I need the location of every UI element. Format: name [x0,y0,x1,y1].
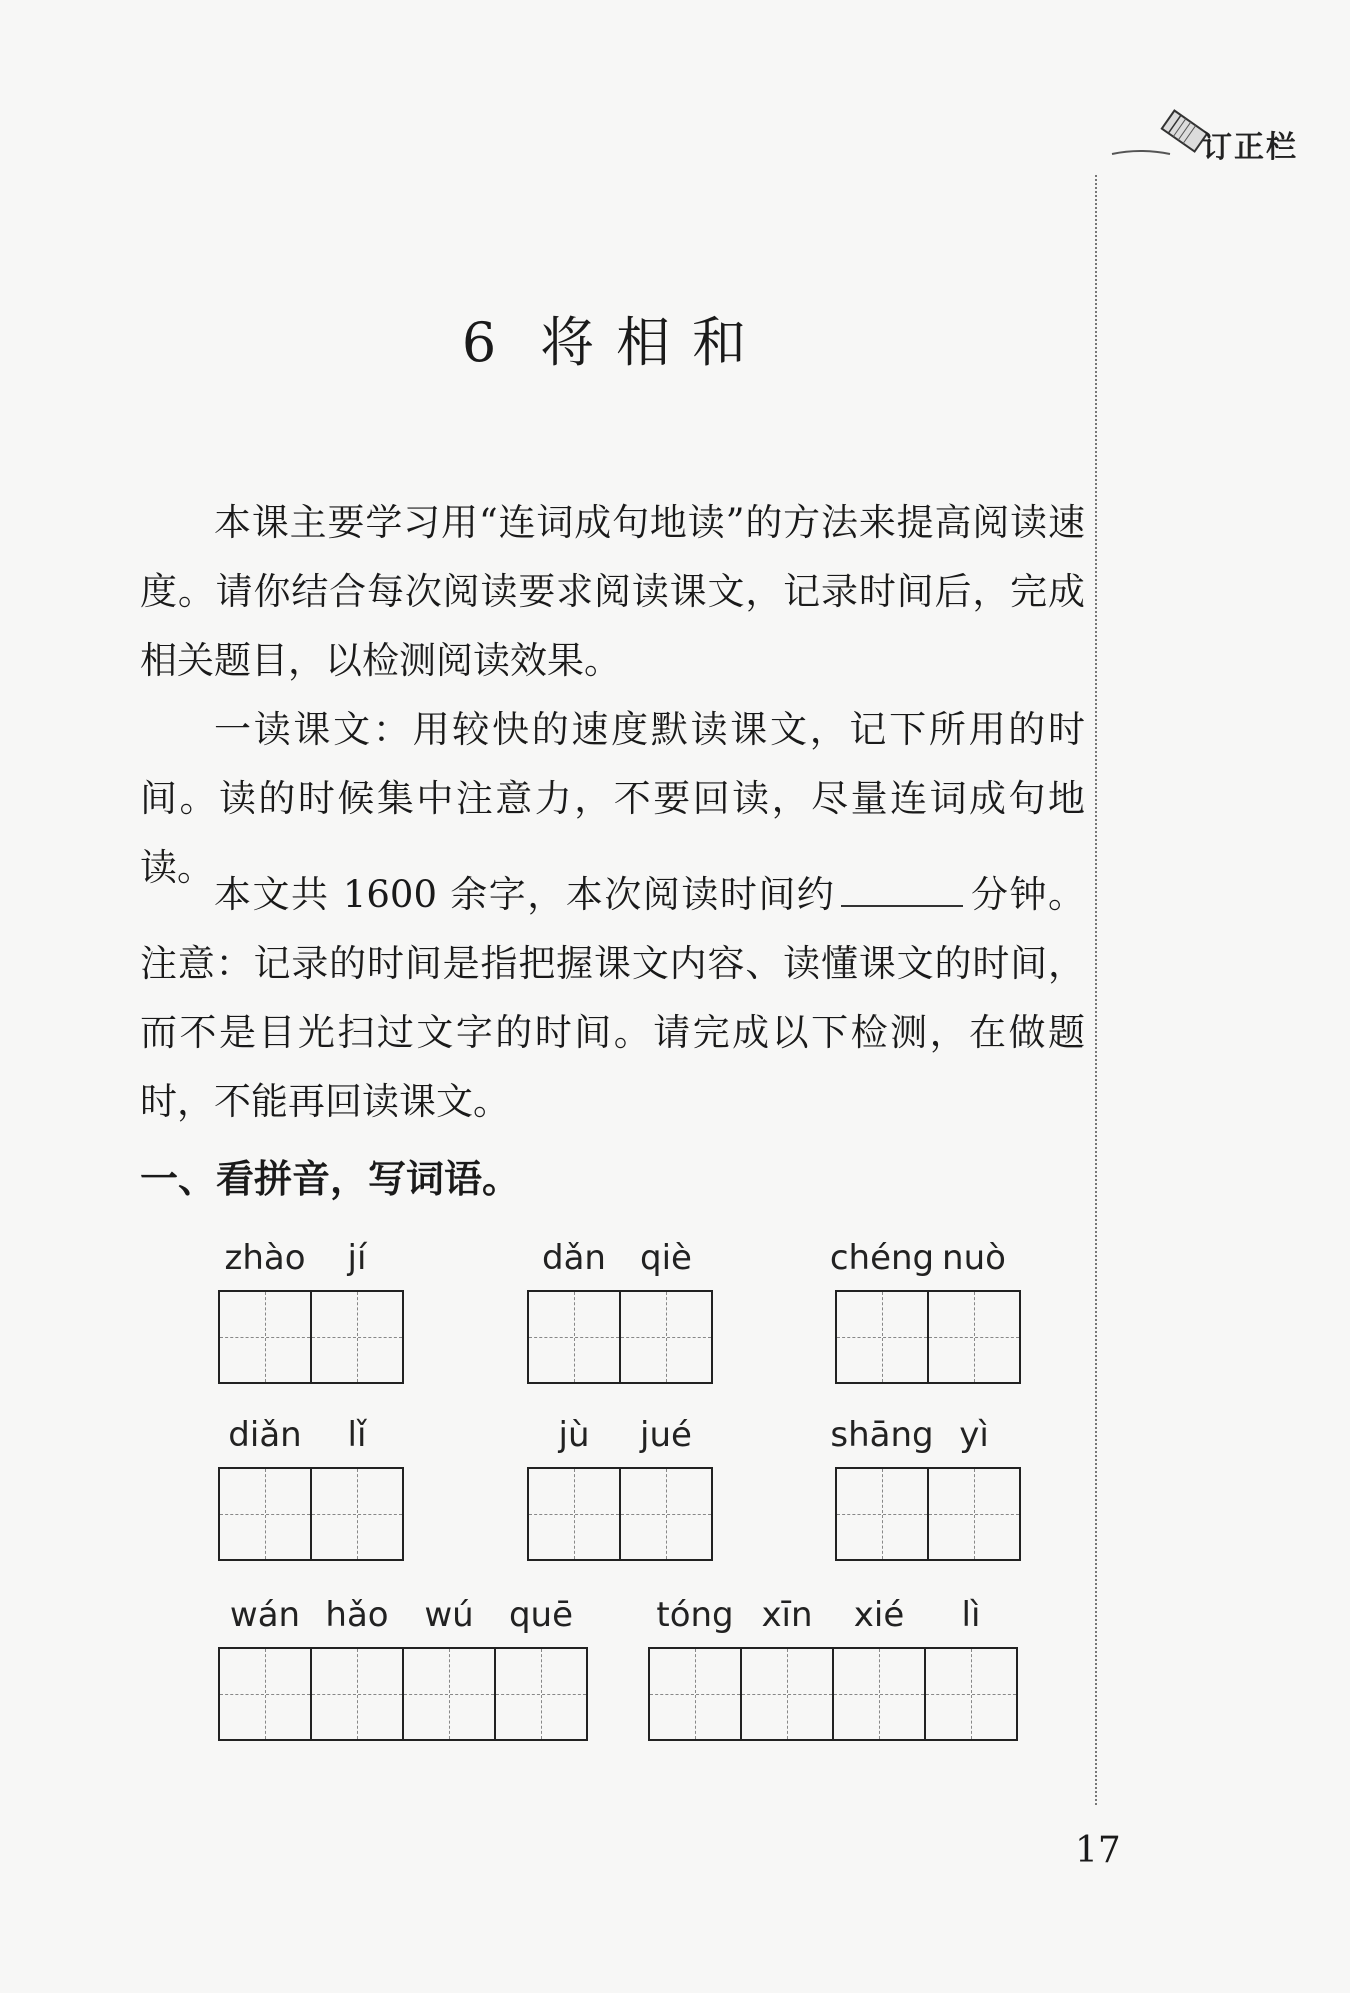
pinyin-syllable: jí [347,1238,367,1278]
word-item [218,1415,404,1561]
writing-cell[interactable] [218,1467,312,1561]
lesson-title [0,300,1230,377]
pinyin-syllable: dǎn [542,1238,606,1278]
page-number: 17 [1075,1830,1121,1871]
writing-cell[interactable] [494,1647,588,1741]
writing-cell[interactable] [832,1647,926,1741]
pinyin-syllable: diǎn [228,1415,302,1455]
reading-time-unit: 分钟。 [969,873,1086,916]
writing-cell[interactable] [927,1467,1021,1561]
word-item [218,1595,588,1741]
pinyin-syllable: jù [558,1415,590,1455]
first-reading-paragraph: 一读课文：用较快的速度默读课文，记下所用的时间。读的时候集中注意力，不要回读，尽量连词成句地读。 [140,708,1085,889]
writing-cell[interactable] [402,1647,496,1741]
word-item [218,1238,404,1384]
writing-cell[interactable] [927,1290,1021,1384]
section-heading: 一、看拼音，写词语。 [140,1157,521,1201]
word-item [527,1415,713,1561]
writing-grid[interactable] [218,1647,588,1741]
pinyin-syllable: quē [508,1595,574,1635]
pencil-eraser-icon [1110,108,1210,164]
writing-grid[interactable] [527,1467,713,1561]
pinyin-syllable: lǐ [347,1415,367,1455]
pinyin-syllable: tóng [656,1595,734,1635]
pinyin-syllable: qiè [640,1238,692,1278]
lesson-title-text: 将相和 [540,311,769,374]
intro-paragraph: 本课主要学习用“连词成句地读”的方法来提高阅读速度。请你结合每次阅读要求阅读课文，记录时间后，完成相关题目，以检测阅读效果。 [140,501,1085,682]
word-item [829,1238,1021,1384]
pinyin-syllable: xīn [761,1595,813,1635]
writing-grid[interactable] [648,1647,1018,1741]
writing-cell[interactable] [527,1290,621,1384]
pinyin-syllable: chéng [829,1238,935,1278]
writing-cell[interactable] [310,1647,404,1741]
word-item [527,1238,713,1384]
writing-grid[interactable] [835,1467,1021,1561]
pinyin-syllable: xié [853,1595,905,1635]
pinyin-syllable: hǎo [325,1595,389,1635]
reading-time-blank[interactable] [841,869,963,907]
writing-cell[interactable] [218,1290,312,1384]
pinyin-syllable: shāng [830,1415,934,1455]
writing-cell[interactable] [218,1647,312,1741]
reading-time-text: 本文共 1600 余字，本次阅读时间约 [214,873,836,916]
writing-grid[interactable] [835,1290,1021,1384]
writing-grid[interactable] [218,1290,404,1384]
pinyin-syllable: yì [959,1415,989,1455]
writing-cell[interactable] [740,1647,834,1741]
writing-grid[interactable] [527,1290,713,1384]
pinyin-syllable: nuò [942,1238,1006,1278]
writing-cell[interactable] [835,1467,929,1561]
word-item [830,1415,1021,1561]
lesson-number: 6 [461,311,497,374]
writing-cell[interactable] [924,1647,1018,1741]
writing-cell[interactable] [310,1290,404,1384]
pinyin-syllable: zhào [224,1238,306,1278]
pinyin-syllable: wán [229,1595,301,1635]
correction-column-label: 订正栏 [1202,130,1298,165]
pinyin-syllable: wú [424,1595,474,1635]
writing-cell[interactable] [527,1467,621,1561]
writing-grid[interactable] [218,1467,404,1561]
writing-cell[interactable] [648,1647,742,1741]
reading-note: 注意：记录的时间是指把握课文内容、读懂课文的时间，而不是目光扫过文字的时间。请完成以下检测，在做题时，不能再回读课文。 [140,942,1085,1123]
correction-column-divider [1095,175,1097,1805]
correction-column-header [1110,108,1330,168]
writing-cell[interactable] [619,1467,713,1561]
pinyin-syllable: lì [961,1595,981,1635]
writing-cell[interactable] [310,1467,404,1561]
pinyin-syllable: jué [640,1415,692,1455]
reading-time-paragraph [140,860,1085,1136]
writing-cell[interactable] [835,1290,929,1384]
word-item [648,1595,1018,1741]
writing-cell[interactable] [619,1290,713,1384]
